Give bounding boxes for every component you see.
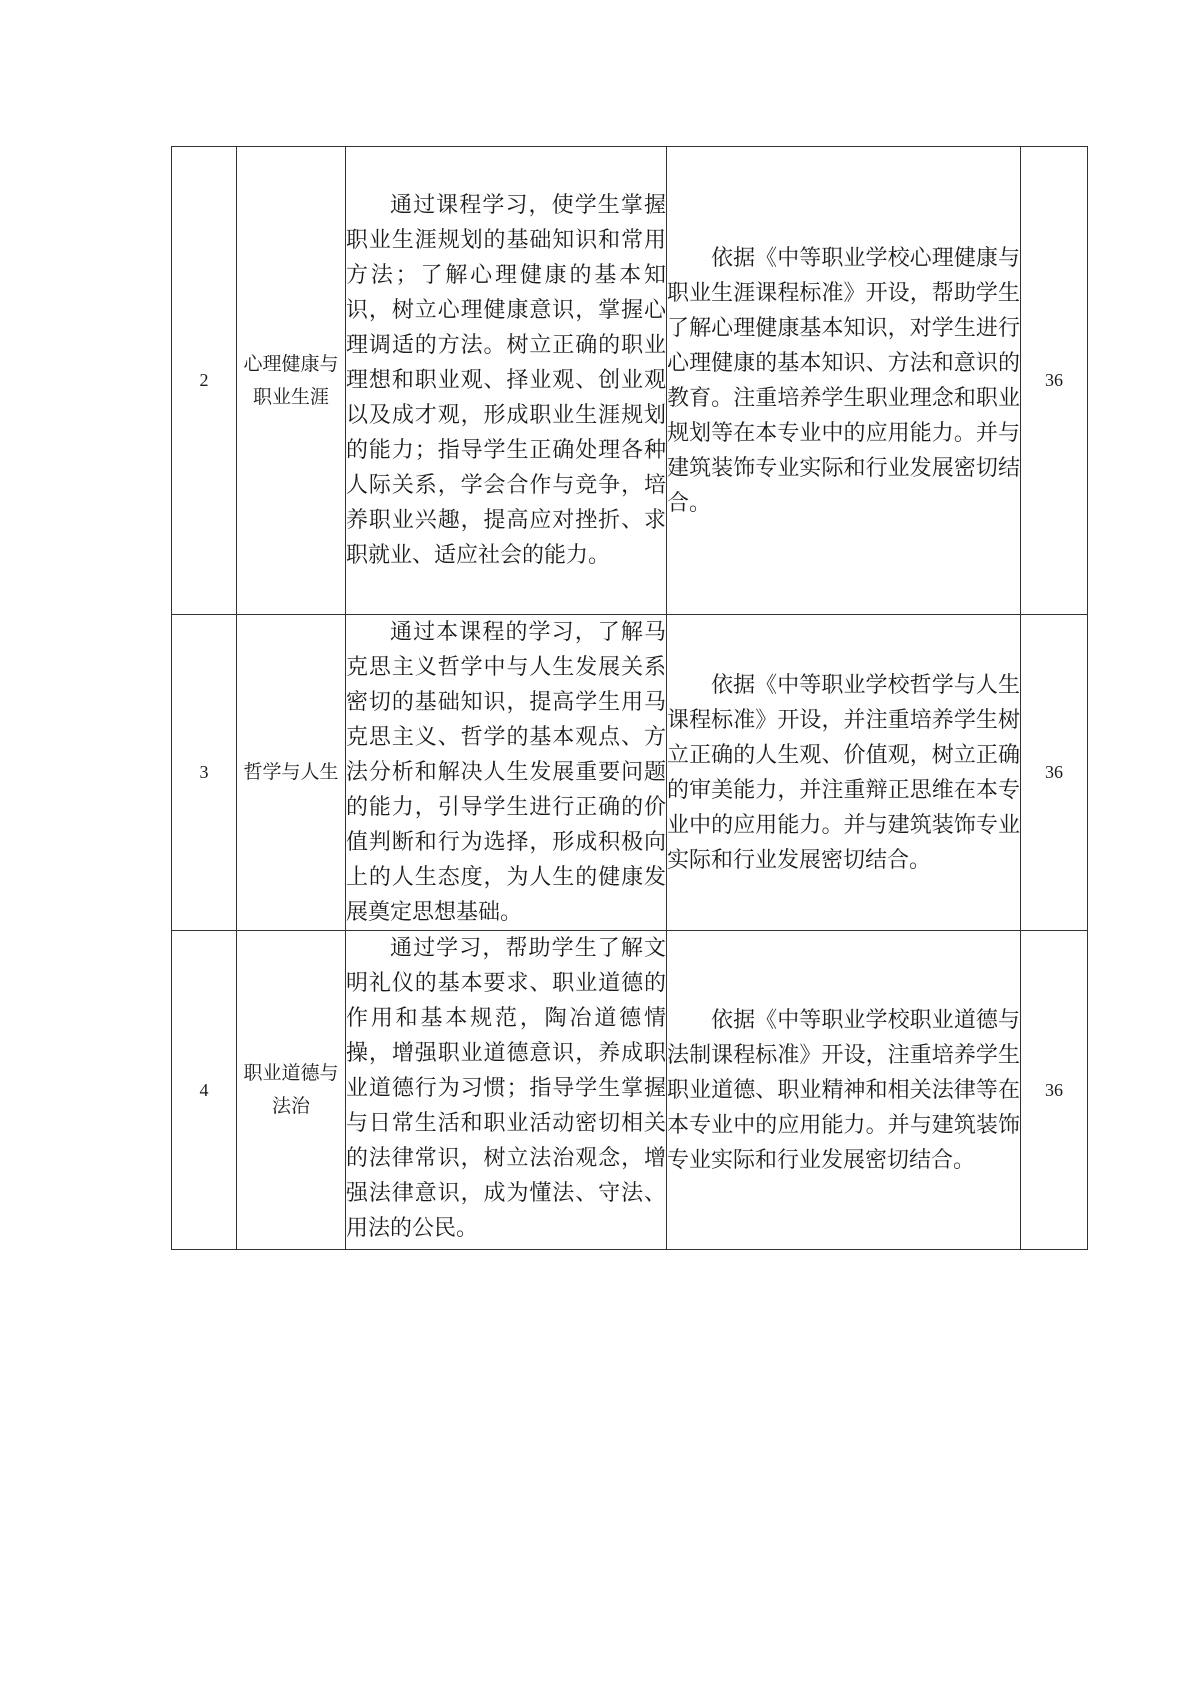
course-goal: 通过课程学习，使学生掌握职业生涯规划的基础知识和常用方法；了解心理健康的基本知识，树立心理健康意识，掌握心理调适的方法。树立正确的职业理想和职业观、择业观、创业观以及成才观，形成职业生涯规划的能力；指导学生正确处理各种人际关系，学会合作与竞争，培养职业兴趣，提高应对挫折、求职就业、适应社会的能力。 (346, 147, 667, 615)
table-row (172, 147, 1088, 615)
course-name: 职业道德与法治 (237, 931, 346, 1250)
row-number: 2 (172, 147, 237, 615)
course-name: 心理健康与职业生涯 (237, 147, 346, 615)
course-basis: 依据《中等职业学校职业道德与法制课程标准》开设，注重培养学生职业道德、职业精神和相关法律等在本专业中的应用能力。并与建筑装饰专业实际和行业发展密切结合。 (667, 931, 1021, 1250)
row-number: 4 (172, 931, 237, 1250)
course-name: 哲学与人生 (237, 615, 346, 931)
course-hours: 36 (1021, 931, 1088, 1250)
course-basis: 依据《中等职业学校哲学与人生课程标准》开设，并注重培养学生树立正确的人生观、价值观，树立正确的审美能力，并注重辩正思维在本专业中的应用能力。并与建筑装饰专业实际和行业发展密切结合。 (667, 615, 1021, 931)
course-basis: 依据《中等职业学校心理健康与职业生涯课程标准》开设，帮助学生了解心理健康基本知识，对学生进行心理健康的基本知识、方法和意识的教育。注重培养学生职业理念和职业规划等在本专业中的应用能力。并与建筑装饰专业实际和行业发展密切结合。 (667, 147, 1021, 615)
course-goal: 通过学习，帮助学生了解文明礼仪的基本要求、职业道德的作用和基本规范，陶冶道德情操，增强职业道德意识，养成职业道德行为习惯；指导学生掌握与日常生活和职业活动密切相关的法律常识，树立法治观念，增强法律意识，成为懂法、守法、用法的公民。 (346, 931, 667, 1250)
course-goal: 通过本课程的学习，了解马克思主义哲学中与人生发展关系密切的基础知识，提高学生用马克思主义、哲学的基本观点、方法分析和解决人生发展重要问题的能力，引导学生进行正确的价值判断和行为选择，形成积极向上的人生态度，为人生的健康发展奠定思想基础。 (346, 615, 667, 931)
course-hours: 36 (1021, 147, 1088, 615)
table-row (172, 615, 1088, 931)
row-number: 3 (172, 615, 237, 931)
table-row (172, 931, 1088, 1250)
course-hours: 36 (1021, 615, 1088, 931)
course-table (171, 146, 1088, 1250)
